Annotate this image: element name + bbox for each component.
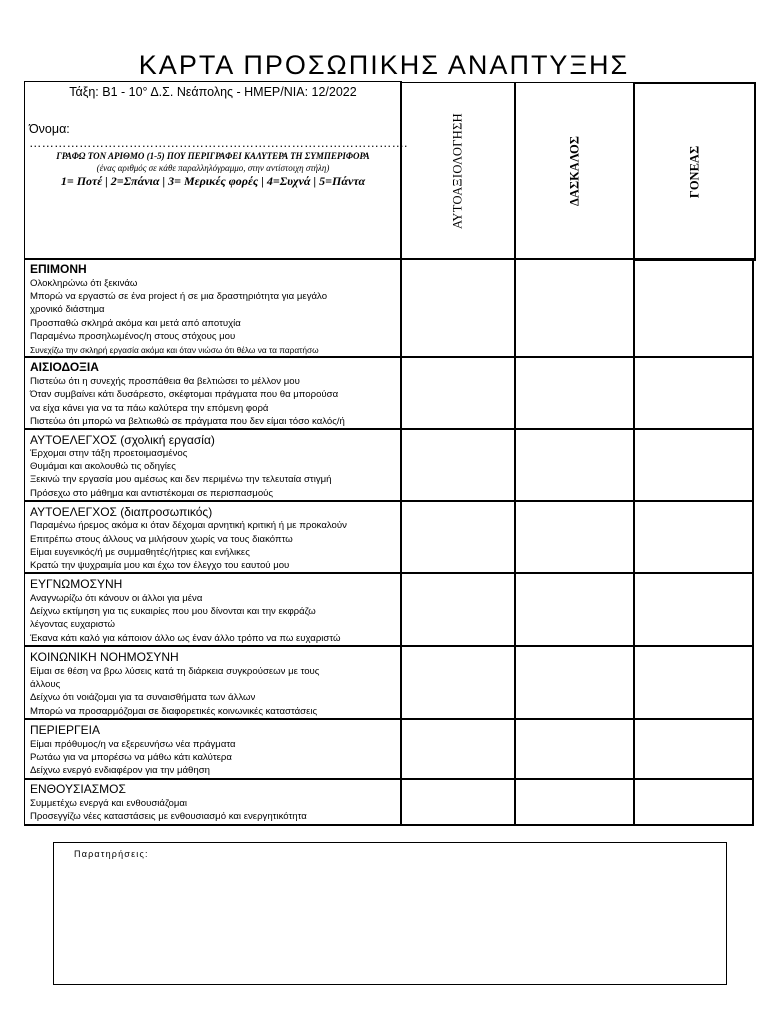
list-item: Δείχνω ενεργό ενδιαφέρον για την μάθηση [30, 765, 210, 776]
column-label-self: ΑΥΤΟΑΞΙΟΛΟΓΗΣΗ [450, 113, 465, 229]
rating-scale: 1= Ποτέ | 2=Σπάνια | 3= Μερικές φορές | 4=Συχνά | 5=Πάντα [60, 174, 366, 188]
list-item: Παραμένω ήρεμος ακόμα κι όταν δέχομαι αρνητική κριτική ή με προκαλούν [30, 520, 347, 531]
section-title-optimism: ΑΙΣΙΟΔΟΞΙΑ [30, 360, 99, 374]
list-item: Κρατώ την ψυχραιμία μου και έχω τον έλεγχο του εαυτού μου [30, 560, 290, 571]
column-label-teacher: ΔΑΣΚΑΛΟΣ [567, 136, 581, 206]
name-field[interactable]: Όνομα: ………………………………………………………………………………. [29, 122, 408, 150]
notes-label: Παρατηρήσεις: [74, 849, 149, 859]
list-item: Όταν συμβαίνει κάτι δυσάρεστο, σκέφτομαι πράγματα που θα μπορούσα [30, 389, 339, 400]
list-item: Είμαι πρόθυμος/η να εξερευνήσω νέα πράγματα [30, 739, 236, 750]
list-item: Συμμετέχω ενεργά και ενθουσιάζομαι [30, 798, 188, 809]
list-item: Παραμένω προσηλωμένος/η στους στόχους μου [30, 331, 236, 342]
section-title-persistence: ΕΠΙΜΟΝΗ [30, 262, 87, 276]
list-item: Ρωτάω για να μπορέσω να μάθω κάτι καλύτερα [30, 752, 232, 763]
column-label-parent: ΓΟΝΕΑΣ [687, 145, 701, 199]
rating-cell[interactable] [516, 260, 633, 356]
list-item: λέγοντας ευχαριστώ [30, 619, 115, 630]
list-item: Ολοκληρώνω ότι ξεκινάω [30, 278, 138, 289]
list-item: Συνεχίζω την σκληρή εργασία ακόμα και όταν νιώσω ότι θέλω να τα παρατήσω [30, 345, 319, 355]
section-title-enthusiasm: ΕΝΘΟΥΣΙΑΣΜΟΣ [30, 782, 126, 796]
list-item: χρονικό διάστημα [30, 304, 105, 315]
section-title-curiosity: ΠΕΡΙΕΡΓΕΙΑ [30, 723, 100, 737]
list-item: άλλους [30, 679, 61, 690]
list-item: Επιτρέπω στους άλλους να μιλήσουν χωρίς να τους διακόπτω [30, 534, 293, 545]
list-item: Έρχομαι στην τάξη προετοιμασμένος [30, 448, 188, 459]
page-title: ΚΑΡΤΑ ΠΡΟΣΩΠΙΚΗΣ ΑΝΑΠΤΥΞΗΣ [138, 50, 630, 80]
notes-box[interactable] [53, 842, 727, 985]
list-item: Είμαι σε θέση να βρω λύσεις κατά τη διάρκεια συγκρούσεων με τους [30, 666, 320, 677]
rating-cell[interactable] [635, 260, 752, 356]
list-item: Έκανα κάτι καλό για κάποιον άλλο ως έναν άλλο τρόπο να πω ευχαριστώ [30, 633, 341, 644]
list-item: Δείχνω ότι νοιάζομαι για τα συναισθήματα των άλλων [30, 692, 256, 703]
list-item: Προσεγγίζω νέες καταστάσεις με ενθουσιασμό και ενεργητικότητα [30, 811, 307, 822]
column-header-teacher [514, 82, 635, 260]
list-item: Ξεκινώ την εργασία μου αμέσως και δεν περιμένω την τελευταία στιγμή [30, 474, 332, 485]
section-title-gratitude: ΕΥΓΝΩΜΟΣΥΝΗ [30, 577, 123, 591]
section-title-self-control-school: ΑΥΤΟΕΛΕΓΧΟΣ (σχολική εργασία) [30, 433, 215, 447]
list-item: Δείχνω εκτίμηση για τις ευκαιρίες που μου δίνονται και την εκφράζω [30, 606, 316, 617]
section-title-social-intelligence: ΚΟΙΝΩΝΙΚΗ ΝΟΗΜΟΣΥΝΗ [30, 650, 179, 664]
header-info-box [24, 81, 408, 260]
column-header-parent [633, 82, 756, 261]
list-item: Μπορώ να προσαρμόζομαι σε διαφορετικές κοινωνικές καταστάσεις [30, 706, 318, 717]
list-item: να είχα κάνει για να τα πάω καλύτερα την επόμενη φορά [30, 403, 269, 414]
list-item: Θυμάμαι και ακολουθώ τις οδηγίες [30, 461, 176, 472]
list-item: Πιστεύω ότι μπορώ να βελτιωθώ σε πράγματα που δεν είμαι τόσο καλός/ή [30, 416, 345, 427]
list-item: Προσπαθώ σκληρά ακόμα και μετά από αποτυχία [30, 318, 241, 329]
list-item: Μπορώ να εργαστώ σε ένα project ή σε μια δραστηριότητα για μεγάλο [30, 291, 328, 302]
list-item: Πιστεύω ότι η συνεχής προσπάθεια θα βελτιώσει το μέλλον μου [30, 376, 300, 387]
instruction-note: (ένας αριθμός σε κάθε παραλληλόγραμμο, στην αντίστοιχη στήλη) [96, 163, 330, 173]
column-header-self [400, 82, 516, 260]
rating-cell[interactable] [402, 260, 514, 356]
list-item: Πρόσεχω στο μάθημα και αντιστέκομαι σε περισπασμούς [30, 488, 274, 499]
section-title-self-control-interpersonal: ΑΥΤΟΕΛΕΓΧΟΣ (διαπροσωπικός) [30, 505, 213, 519]
class-date-line: Τάξη: Β1 - 10° Δ.Σ. Νεάπολης - ΗΜΕΡ/ΝΙΑ: 12/2022 [69, 85, 357, 99]
list-item: Είμαι ευγενικός/ή με συμμαθητές/ήτριες και ενήλικες [30, 547, 250, 558]
instruction-text: ΓΡΑΦΩ ΤΟΝ ΑΡΙΘΜΟ (1-5) ΠΟΥ ΠΕΡΙΓΡΑΦΕΙ ΚΑΛΥΤΕΡΑ ΤΗ ΣΥΜΠΕΡΙΦΟΡΑ [56, 151, 370, 161]
list-item: Αναγνωρίζω ότι κάνουν οι άλλοι για μένα [30, 593, 203, 604]
